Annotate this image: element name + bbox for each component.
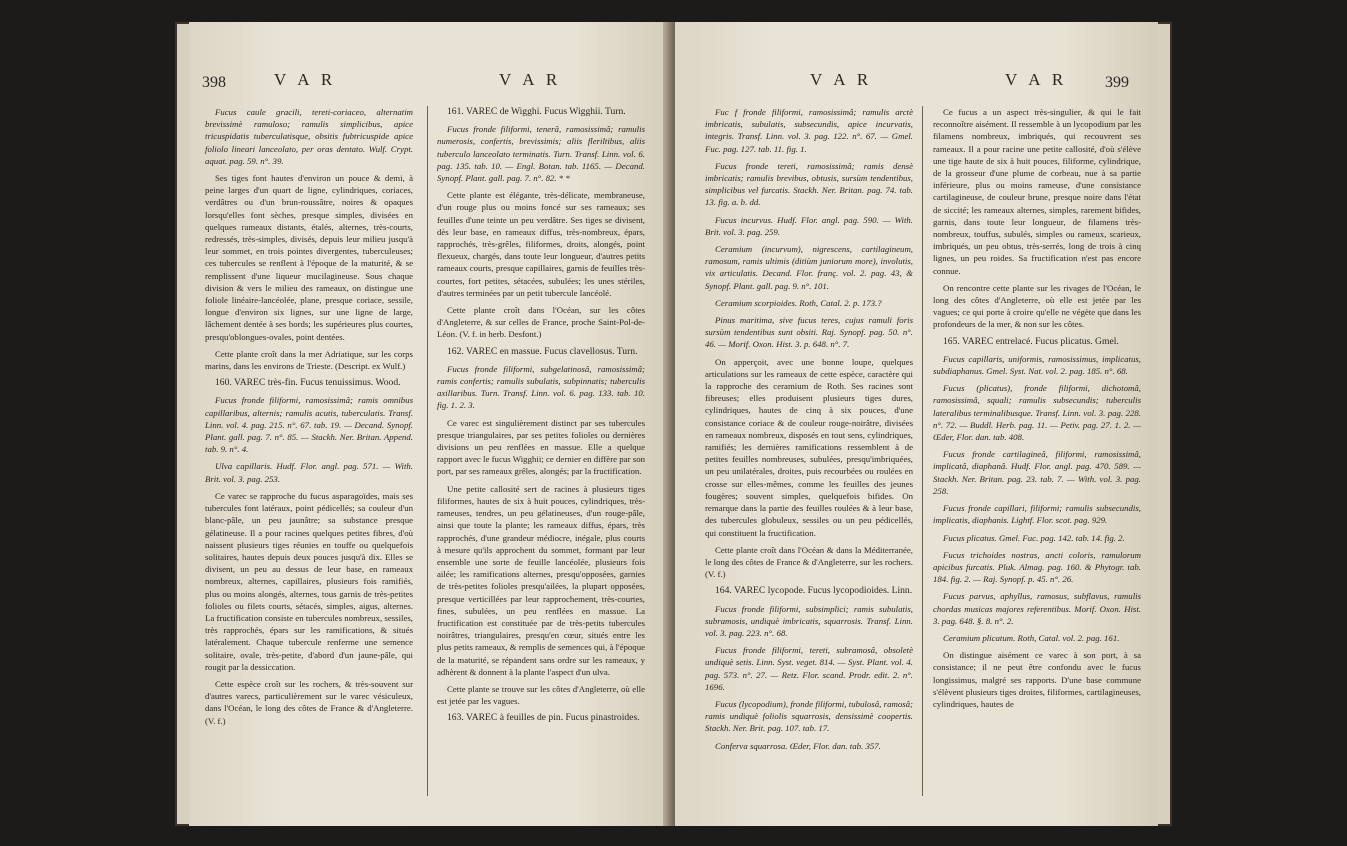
latin-citation: Fucus (lycopodium), fronde filiformi, tubulosâ, ramosâ; ramis undiquè foliolis squarrosis, densissimè coopertis. Stackh. Ner. Brit. pag. 107. tab. 17.: [705, 698, 913, 734]
description-paragraph: Cette plante est élégante, très-délicate, membraneuse, d'un rouge plus ou moins foncé sur ses rameaux; ses feuilles d'une teinte un peu verdâtre. Ses tiges se divisent, dès leur base, en rameaux diffus, très-nombreux, épars, rapprochés, très-grêles, filiformes, droits, alongés, point flexueux, chargés, dans toute leur longueur, d'autres petits rameaux courts, presque capillaires, garnis de feuilles très-courtes, fort petites, sétacées, subulées; les unes stériles, d'autres terminées par un petit tubercule lancéolé.: [437, 190, 645, 298]
description-paragraph: On distingue aisément ce varec à son port, à sa consistance; il ne peut être confondu avec le fucus longissimus, malgré ses rapports. D'une base commune s'élèvent plusieurs tiges droites, filiformes, cartilagineuses, cylindriques, hautes de: [933, 650, 1141, 709]
description-paragraph: Ses tiges font hautes d'environ un pouce & demi, à peine larges d'un quart de ligne, cylindriques, coriaces, verdâtres ou d'un brun-roussâtre, noires & opaques lorsqu'elles font sèches, presque simples, divisées en quelques rameaux distants, étalés, alternes, très-courts, redressés, très-simples, divisés, depuis leur milieu jusqu'à leur sommet, en trois pointes divergentes, tuberculeuses; ces tubercules se renflent à l'époque de la maturité, & se remplissent d'une liqueur mucilagineuse. Sous chaque division & vers le milieu des rameaux, on distingue une foliole linéaire-lancéolée, plane, presque coriace, sessile, longue d'environ six lignes, sur une ligne de large, lâchement dentée à ses bords; les supérieures plus courtes, presqu'oblongues-ovales, point dentées.: [205, 173, 413, 342]
right-column-2: [933, 106, 1141, 715]
running-head-word: V A R: [1005, 70, 1068, 89]
latin-citation: Fucus caule gracili, tereti-coriaceo, alternatim brevissimè ramuloso; ramulis simplicibus, apice tricuspidatis tuberculatisque, obsitis fubtricuspide apice foliolo lineari lanceolato, per oras dentato. Wulf. Crypt. aquat. pag. 59. n°. 39.: [205, 107, 413, 166]
latin-citation: Fucus fronde capillari, filiformi; ramulis subsecundis, implicatis, diaphanis. Lightf. Flor. scot. pag. 929.: [933, 503, 1141, 526]
latin-citation: Ceramium plicatum. Roth, Catal. vol. 2. pag. 161.: [943, 632, 1120, 643]
latin-citation: Fucus fronde tereti, ramosissimâ; ramis densè imbricatis; ramulis brevibus, obtusis, sursùm tendentibus, simplicibus vel furcatis. Stackh. Ner. Britan. pag. 74. tab. 13. fig. a. b. dd.: [705, 160, 913, 208]
left-page: [189, 22, 671, 826]
running-head-word: V A R: [810, 70, 873, 89]
latin-citation: Fucus trichoides nostras, ancti coloris, ramulorum apicibus furcatis. Pluk. Almag. pag. 160. & Phytogr. tab. 184. fig. 2. — Raj. Synopf. p. 45. n°. 26.: [933, 549, 1141, 585]
description-paragraph: Cette plante se trouve sur les côtes d'Angleterre, où elle est jetée par les vagues.: [437, 683, 645, 707]
open-book: [175, 22, 1172, 826]
latin-citation: Ceramium scorpioides. Roth, Catal. 2. p. 173.?: [715, 297, 882, 308]
latin-citation: Fucus fronde filiformi, ramosissimâ; ramis omnibus capillaribus, alternis; ramulis acutis, tuberculatis. Transf. Linn. vol. 4. pag. 215. n°. 67. tab. 19. — Decand. Synopf. Plant. gall. pag. 7. n°. 85. — Stackh. Ner. Britan. Append. tab. 9. n°. 4.: [205, 395, 413, 455]
species-entry-heading: 161. VAREC de Wigghi. Fucus Wigghii. Turn.: [447, 106, 626, 117]
description-paragraph: Ce varec se rapproche du fucus asparagoïdes, mais ses tubercules font latéraux, point pédicellés; sa couleur d'un blanc-pâle, un peu jaunâtre; sa substance presque gélatineuse. Il a pour racines quelques petites fibres, d'où naissent plusieurs tiges réunies en touffe ou quelquefois solitaires, hautes depuis deux pouces jusqu'à dix. Elles se divisent, un peu au dessus de leur base, en rameaux nombreux, alternes, capillaires, plusieurs fois ramifiés, plus ou moins alongés, alternes, tous garnis de très-petites folioles ou filets courts, sétacés, simples, aigus, alternes. La fructification consiste en tubercules nombreux, sessiles, très rapprochés, épars sur les ramifications, & situés latéralement. Chaque tubercule renferme une semence solitaire, ovale, très-petite, d'abord d'un jaune-pâle, qui rougit par la dessiccation.: [205, 490, 413, 672]
right-column-1: [705, 106, 913, 757]
latin-citation: Ceramium (incurvum), nigrescens, cartilagineum, ramosum, ramis ultimis (ditiùm juniorum more), involutis, vix articulatis. Decand. Flor. franç. vol. 2. pag. 43, & Synopf. Plant. gall. pag. 9. n°. 101.: [705, 244, 913, 291]
latin-citation: Ulva capillaris. Hudf. Flor. angl. pag. 571. — With. Brit. vol. 3. pag. 253.: [205, 461, 413, 484]
running-head-word: V A R: [274, 70, 337, 89]
species-entry-heading: 160. VAREC très-fin. Fucus tenuissimus. Wood.: [215, 377, 401, 389]
species-entry-heading: 163. VAREC à feuilles de pin. Fucus pinastroides.: [447, 712, 640, 724]
description-paragraph: Une petite callosité sert de racines à plusieurs tiges filiformes, hautes de six à huit pouces, cylindriques, très-rameuses, tendres, un peu gélatineuses, d'un rouge-pâle, ainsi que toute la plante; les rameaux diffus, épars, très rapprochés, d'une grandeur médiocre, inégale, plus courts à mesure qu'ils approchent du sommet, formant par leur ensemble une sorte de feuille lancéolée, plusieurs fois ailée; les ramifications alternes, presqu'opposées, garnies de très-petites folioles presqu'ailées, la plupart opposées, presque verticillées par leur rapprochement, très-courtes, fines, subulées, un peu renflées en massue. La fructification est constituée par de très-petits tubercules noirâtres, triangulaires, presqu'en cœur, situés entre les plus petits rameaux, & remplis de semences qui, à l'époque de la maturité, se répandent sans ordre sur les rameaux, y adhèrent & donnent à la plante l'aspect d'un ulva.: [437, 483, 646, 677]
latin-citation: Fucus (plicatus), fronde filiformi, dichotomâ, ramosissimâ, squali; ramulis subsecundis; tuberculis lateralibus terminalibusque. Transf. Linn. vol. 3. pag. 228. n°. 72. — Buddl. Herb. pag. 11. — Petiv. pag. 27. 1. 2. — Œder, Flor. dan. tab. 408.: [933, 383, 1141, 443]
latin-citation: Fucus parvus, aphyllus, ramosus, subflavus, ramulis chordas musicas majores referentibus. Morif. Oxon. Hist. 3. pag. 648. §. 8. n°. 2.: [933, 591, 1141, 626]
latin-citation: Fucus fronde filiformi, tenerâ, ramosissimâ; ramulis numerosis, confertis, brevissimis; aliis fleriltibus, aliis tuberculo lanceolato terminatis. Turn. Transf. Linn. vol. 6. pag. 135. tab. 10. — Engl. Botan. tab. 1165. — Decand. Synopf. Plant. gall. pag. 7. n°. 82. * *: [437, 124, 645, 184]
species-entry-heading: 164. VAREC lycopode. Fucus lycopodioides. Linn.: [715, 585, 913, 597]
latin-citation: Fucus plicatus. Gmel. Fuc. pag. 142. tab. 14. fig. 2.: [943, 532, 1125, 543]
latin-citation: Conferva squarrosa. Œder, Flor. dan. tab. 357.: [715, 740, 881, 751]
running-head-word: V A R: [499, 70, 562, 89]
page-number: 398: [202, 74, 226, 91]
page-number: 399: [1105, 74, 1129, 91]
description-paragraph: Cette plante croît dans l'Océan & dans la Méditerranée, le long des côtes de France & d'Angleterre, sur les rochers. (V. f.): [705, 544, 913, 580]
latin-citation: Fucus fronde filiformi, subsimplici; ramis subulatis, subramosis, undiquè imbricatis, squarrosis. Transf. Linn. vol. 3. pag. 223. n°. 68.: [705, 603, 913, 638]
column-rule: [427, 106, 428, 796]
description-paragraph: Cette plante croît dans l'Océan, sur les côtes d'Angleterre, & sur celles de France, proche Saint-Pol-de-Léon. (V. f. in herb. Desfont.): [437, 305, 645, 340]
left-column-1: [205, 106, 413, 732]
right-running-head: [675, 70, 1158, 94]
latin-citation: Pinus maritima, sive fucus teres, cujus ramuli foris sursùm tendentibus sunt obsiti. Raj. Synopf. pag. 50. n°. 46. — Morif. Oxon. Hist. 3. p. 648. n°. 7.: [705, 315, 913, 350]
latin-citation: Fuc f fronde filiformi, ramosissimâ; ramulis arctè imbricatis, subulatis, subsecundis, apice incurvatis, integris. Transf. Linn. vol. 3. pag. 122. n°. 67. — Gmel. Fuc. pag. 127. tab. 11. fig. 1.: [705, 107, 913, 154]
latin-citation: Fucus fronde filiformi, subgelatinosâ, ramosissimâ; ramis confertis; ramulis subulatis, subpinnatis; tuberculis axillaribus. Turn. Transf. Linn. vol. 6. pag. 133. tab. 10. fig. 1. 2. 3.: [437, 363, 645, 411]
species-entry-heading: 165. VAREC entrelacé. Fucus plicatus. Gmel.: [943, 335, 1119, 347]
description-paragraph: On apperçoit, avec une bonne loupe, quelques articulations sur les rameaux de cette espèce, caractère qui la rapproche des ceramium de Roth. Ses racines sont fibreuses; elles produisent plusieurs tiges dures, cylindriques, hautes de cinq à six pouces, d'une consistance coriace & de couleur rouge-noirâtre, divisées en rameaux nombreux, disposés en tout sens, cylindriques, ramifiés; les dernières ramifications ressemblent à de petites feuilles nombreuses, subulées, presqu'imbriquées, un peu unilatérales, droites, puis recourbées ou roulées en crosse sur elles-mêmes, comme les feuilles des jeunes fougères; souvent simples, quelquefois bifides. On remarque dans la partie des feuilles roulées & à leur base, des tubercules globuleux, sessiles ou un peu pédicellés, qui constituent la fructification.: [705, 356, 913, 538]
latin-citation: Fucus incurvus. Hudf. Flor. angl. pag. 590. — With. Brit. vol. 3. pag. 259.: [705, 214, 913, 237]
left-running-head: [189, 70, 671, 94]
latin-citation: Fucus fronde cartilagineâ, filiformi, ramosissimâ, implicatâ, diaphanâ. Hudf. Flor. angl. pag. 470. 589. — Stackh. Ner. Britan. pag. 23. tab. 7. — With. vol. 3. pag. 258.: [933, 449, 1141, 496]
column-rule: [922, 106, 923, 796]
description-paragraph: Ce fucus a un aspect très-singulier, & qui le fait reconnoître aisément. Il ressemble à un lycopodium par les filamens nombreux, imbriqués, qui recouvrent ses rameaux. Il a pour racine une petite callosité, d'où s'élève une tige haute de six à huit pouces, filiforme, cylindrique, de la grosseur d'une plume de corbeau, nue à sa partie inférieure, plus ou moins rameuse, d'une consistance cartilagineuse, de couleur brune, presque noire dans l'état de siccité; les rameaux alternes, simples, rarement bifides, garnis, dans toute leur longueur, de filamens très-nombreux, touffus, subulés, simples ou rameux, scarieux, imbriqués, un peu obtus, très-serrés, long de trois à cinq lignes, un peu roides. Sa fructification n'est pas encore connue.: [933, 107, 1141, 276]
right-page: [675, 22, 1158, 826]
species-entry-heading: 162. VAREC en massue. Fucus clavellosus. Turn.: [447, 345, 638, 357]
description-paragraph: Ce varec est singulièrement distinct par ses tubercules presque triangulaires, par ses petites folioles ou dernières divisions un peu renflées en massue. Elle a quelque rapport avec le fucus Wigghii; ce dernier en diffère par son port, par ses rameaux grêles, alongés; par la fructification.: [437, 417, 645, 477]
left-column-2: [437, 106, 645, 730]
description-paragraph: Cette plante croît dans la mer Adriatique, sur les corps marins, dans les environs de Trieste. (Descript. ex Wulf.): [205, 348, 413, 372]
description-paragraph: Cette espèce croît sur les rochers, & très-souvent sur d'autres varecs, particulièrement sur le varec vésiculeux, dans l'Océan, le long des côtes de France & d'Angleterre. (V. f.): [205, 678, 413, 726]
latin-citation: Fucus fronde filiformi, tereti, subramosâ, obsoletè undiquè setis. Linn. Syst. veget. 814. — Syst. Plant. vol. 4. pag. 573. n°. 27. — Retz. Flor. scand. Prodr. edit. 2. n°. 1696.: [705, 645, 913, 692]
description-paragraph: On rencontre cette plante sur les rivages de l'Océan, le long des côtes d'Angleterre, où elle est jetée par les vagues; ce qui porte à croire qu'elle ne végète que dans les profondeurs de la mer, & non sur les côtes.: [933, 282, 1141, 330]
latin-citation: Fucus capillaris, uniformis, ramosissimus, implicatus, subdiaphanus. Gmel. Syst. Nat. vol. 2. pag. 185. n°. 68.: [933, 353, 1141, 377]
